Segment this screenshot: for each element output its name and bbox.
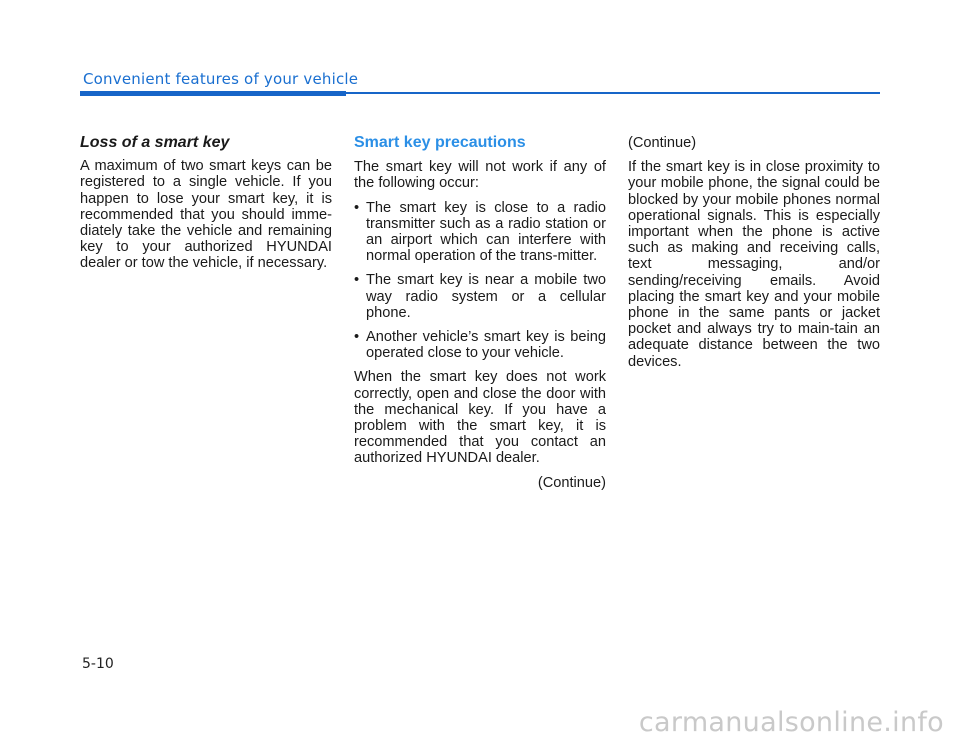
watermark: carmanualsonline.info <box>638 707 944 738</box>
mobile-phone-paragraph: If the smart key is in close proximity to your mobile phone, the signal could be blocked by your mobile phones normal operational signals. This is especially important when the phone is active such as making and receiving calls, text messaging, and/or sending/receiving emails. Avoid placing the smart key and your mobile phone in the same pants or jacket pocket and always try to main-tain an adequate distance between the two devices. <box>628 159 880 370</box>
precautions-list <box>354 200 606 362</box>
loss-of-smart-key-paragraph: A maximum of two smart keys can be registered to a single vehicle. If you happen to lose your smart key, it is recommended that you should imme-diately take the vehicle and remaining key to your authorized HYUNDAI dealer or tow the vehicle, if necessary. <box>80 158 332 272</box>
continue-label: (Continue) <box>537 474 606 491</box>
header-rule-thin <box>346 92 880 94</box>
header-rule-thick <box>80 91 346 96</box>
list-item: • Another vehicle’s smart key is being operated close to your vehicle. <box>354 329 606 361</box>
page-number: 5-10 <box>82 656 114 672</box>
precautions-intro: The smart key will not work if any of the following occur: <box>354 159 606 192</box>
precautions-paragraph: When the smart key does not work correctly, open and close the door with the mechanical key. If you have a problem with the smart key, it is recommended that you contact an authorized HYUNDAI dealer. <box>354 369 606 467</box>
middle-column <box>354 135 606 499</box>
list-item: • The smart key is close to a radio transmitter such as a radio station or an airport which can interfere with normal operation of the trans-mitter. <box>354 200 606 265</box>
section-title: Convenient features of your vehicle <box>83 70 359 88</box>
list-item: • The smart key is near a mobile two way radio system or a cellular phone. <box>354 272 606 321</box>
loss-of-smart-key-heading: Loss of a smart key <box>80 134 230 151</box>
smart-key-precautions-heading: Smart key precautions <box>354 134 526 151</box>
left-column <box>80 135 332 280</box>
continue-label: (Continue) <box>628 135 697 151</box>
right-column <box>628 135 880 378</box>
